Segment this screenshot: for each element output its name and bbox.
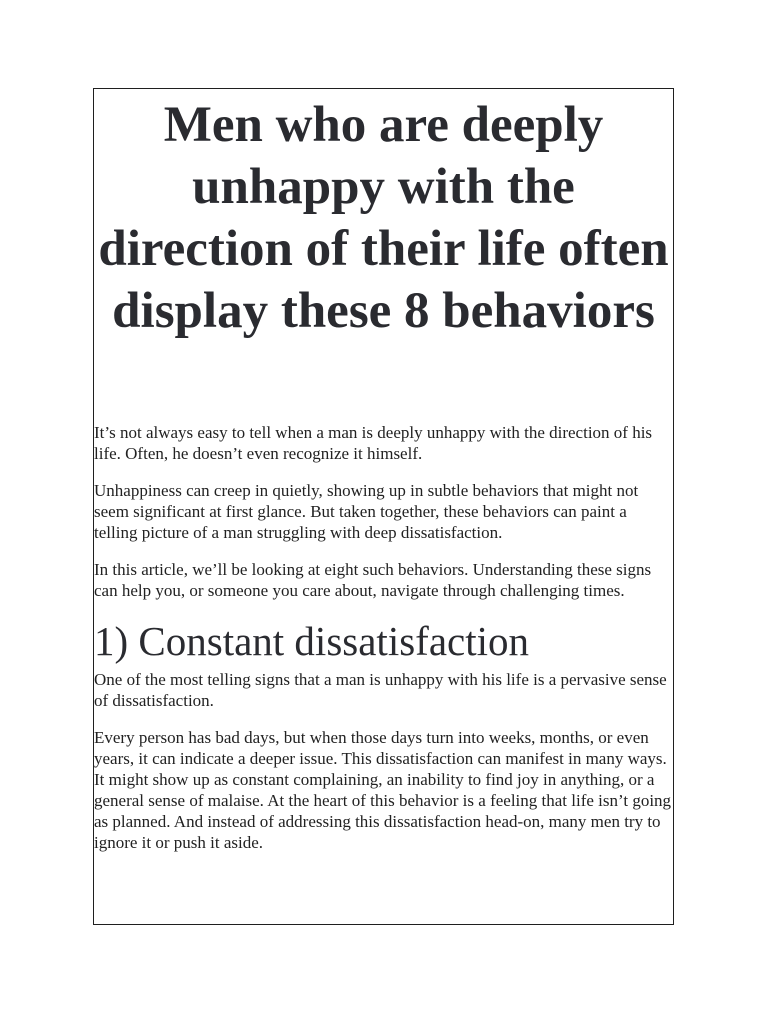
section-heading: 1) Constant dissatisfaction [94, 618, 530, 664]
intro-paragraph: It’s not always easy to tell when a man is deeply unhappy with the direction of his life. Often, he doesn’t even recognize it himself. [94, 423, 653, 463]
section-paragraph: Every person has bad days, but when those days turn into weeks, months, or even years, it can indicate a deeper issue. This dissatisfaction can manifest in many ways. It might show up as constant complaining, an inability to find joy in anything, or a general sense of malaise. At the heart of this behavior is a feeling that life isn’t going as planned. And instead of addressing this dissatisfaction head-on, many men try to ignore it or push it aside. [94, 728, 672, 852]
intro-paragraph: Unhappiness can creep in quietly, showing up in subtle behaviors that might not seem significant at first glance. But taken together, these behaviors can paint a telling picture of a man struggling with deep dissatisfaction. [94, 481, 639, 542]
article-body [94, 422, 673, 869]
document-page [93, 88, 674, 925]
article-title: Men who are deeply unhappy with the direction of their life often display these 8 behaviors [98, 97, 669, 339]
section-paragraph: One of the most telling signs that a man is unhappy with his life is a pervasive sense of dissatisfaction. [94, 670, 667, 710]
intro-paragraph: In this article, we’ll be looking at eight such behaviors. Understanding these signs can help you, or someone you care about, navigate through challenging times. [94, 560, 652, 600]
